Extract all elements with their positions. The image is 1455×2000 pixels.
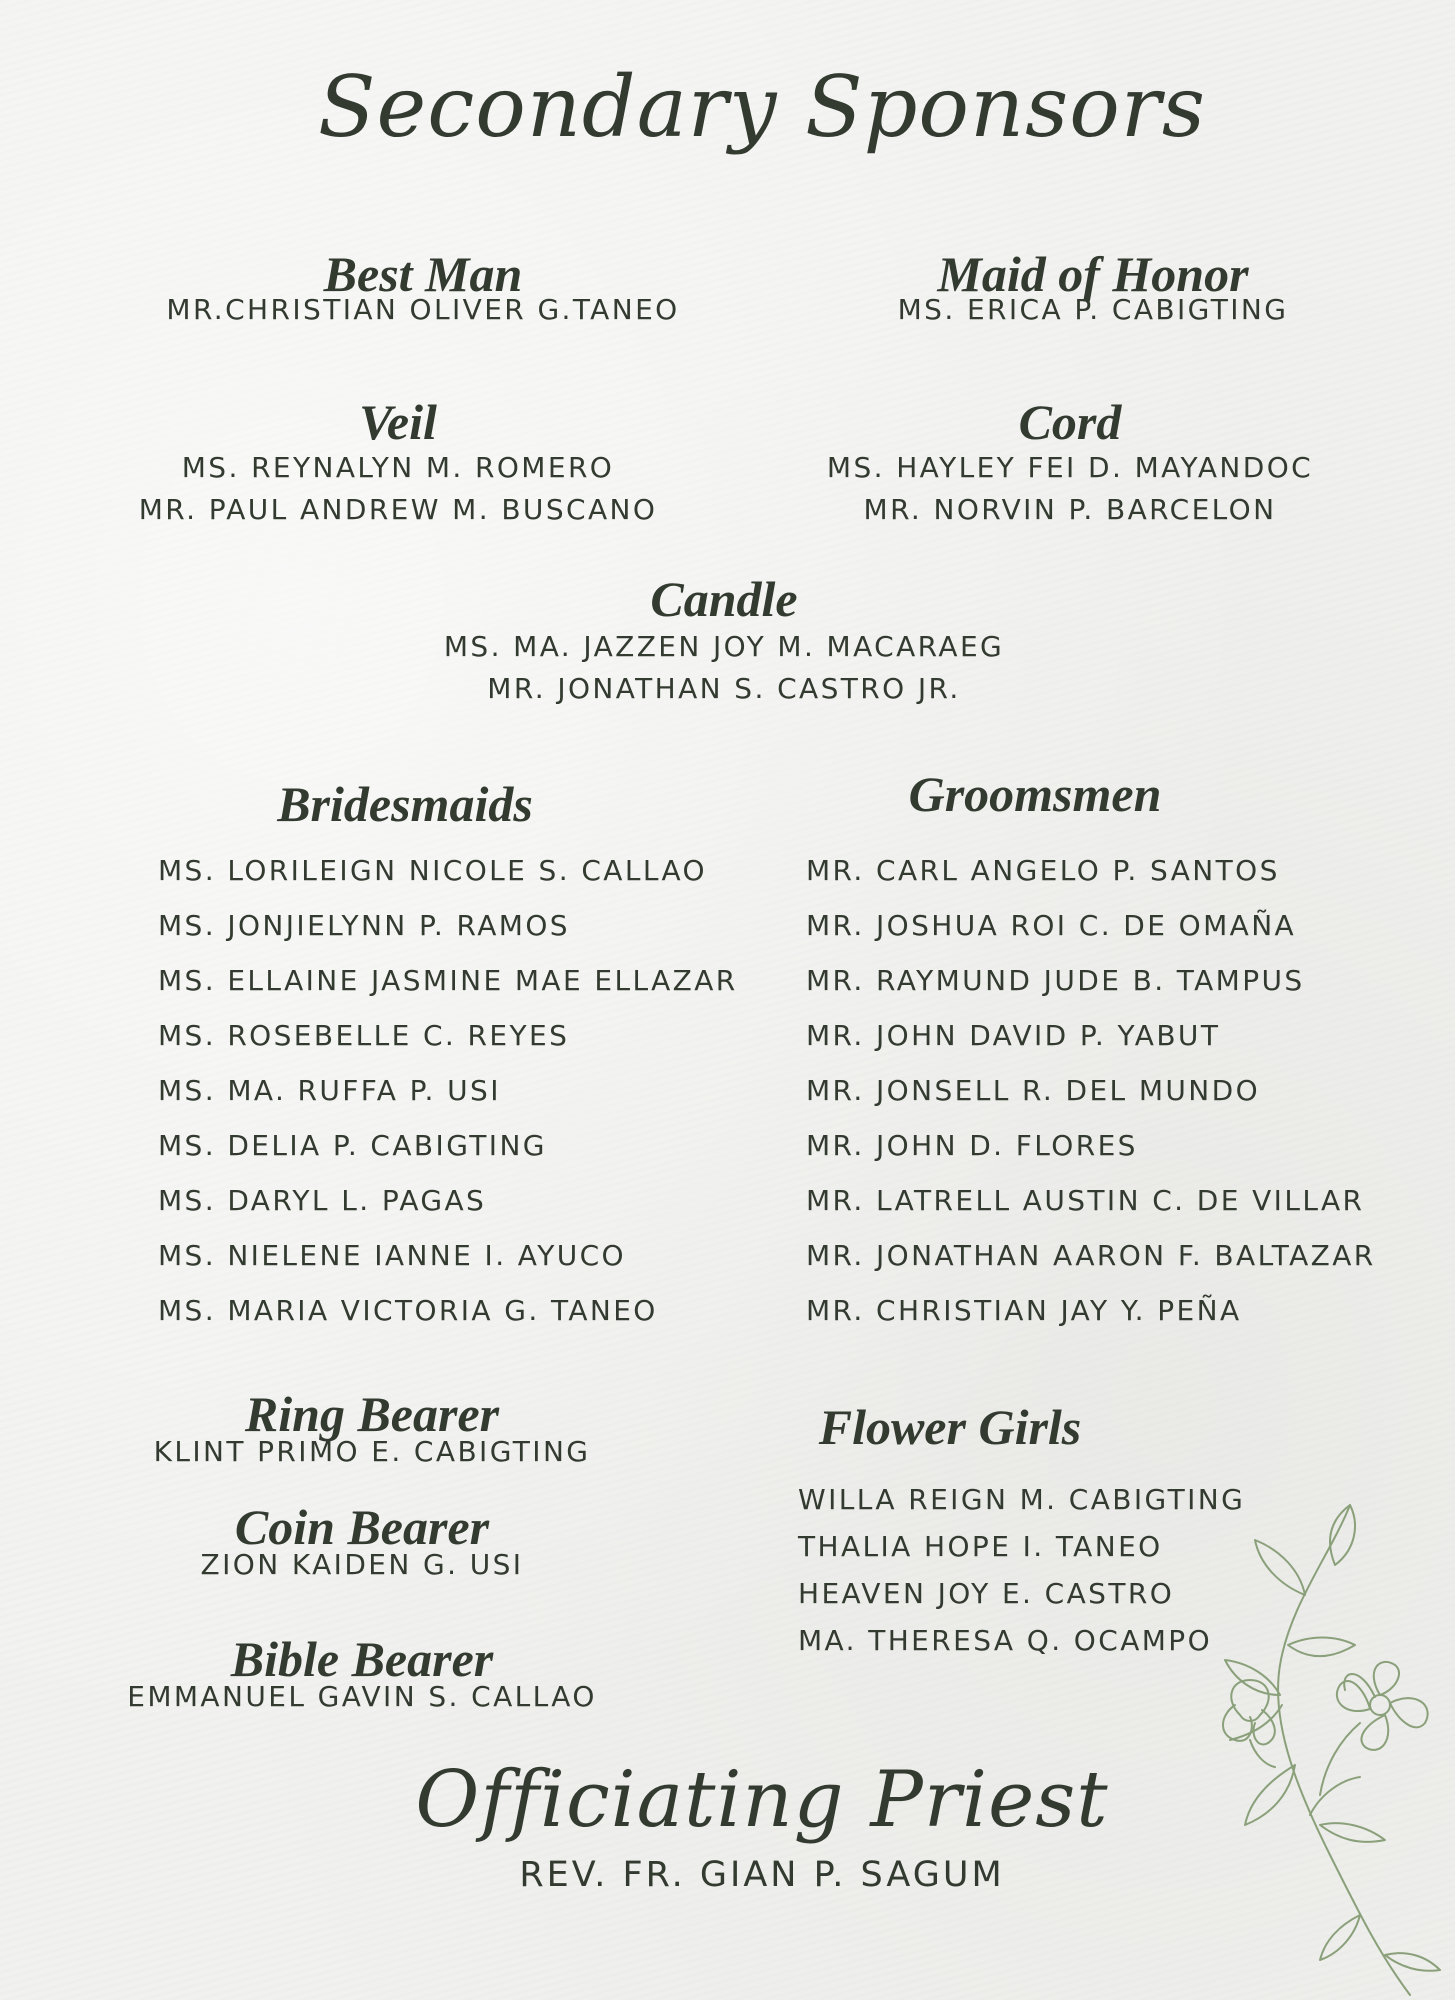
list-item: MR. JOHN D. FLORES	[806, 1129, 1138, 1162]
cord-section	[827, 393, 1313, 531]
list-item: MS. ROSEBELLE C. REYES	[158, 1019, 570, 1052]
best-man-section	[166, 245, 679, 326]
page-title: Secondary Sponsors	[317, 58, 1207, 156]
list-item: MS. DARYL L. PAGAS	[158, 1184, 487, 1217]
priest-heading: Officiating Priest	[415, 1755, 1109, 1845]
list-item: MS. NIELENE IANNE I. AYUCO	[158, 1239, 626, 1272]
candle-section	[444, 570, 1004, 710]
bible-bearer-name: EMMANUEL GAVIN S. CALLAO	[127, 1680, 597, 1713]
list-item: MR. JOSHUA ROI C. DE OMAÑA	[806, 909, 1297, 942]
bridesmaids-heading: Bridesmaids	[277, 776, 533, 832]
ring-bearer-heading: Ring Bearer	[244, 1386, 500, 1442]
bible-bearer-heading: Bible Bearer	[230, 1631, 494, 1687]
list-item: MR. CARL ANGELO P. SANTOS	[806, 854, 1280, 887]
list-item: MR. CHRISTIAN JAY Y. PEÑA	[806, 1294, 1242, 1327]
list-item: MS. ELLAINE JASMINE MAE ELLAZAR	[158, 964, 738, 997]
list-item: MS. LORILEIGN NICOLE S. CALLAO	[158, 854, 707, 887]
veil-section	[139, 393, 658, 531]
cord-name: MR. NORVIN P. BARCELON	[863, 493, 1277, 526]
list-item: MS. MARIA VICTORIA G. TANEO	[158, 1294, 658, 1327]
cord-heading: Cord	[1018, 394, 1122, 450]
groomsmen-heading: Groomsmen	[908, 766, 1162, 822]
list-item: MR. JOHN DAVID P. YABUT	[806, 1019, 1221, 1052]
groomsmen-list	[806, 843, 1376, 1338]
bible-bearer-section	[127, 1630, 597, 1713]
maid-of-honor-section	[898, 245, 1289, 326]
maid-of-honor-name: MS. ERICA P. CABIGTING	[897, 293, 1289, 326]
list-item: MR. JONSELL R. DEL MUNDO	[806, 1074, 1261, 1107]
maid-of-honor-heading: Maid of Honor	[937, 246, 1249, 302]
list-item: MR. LATRELL AUSTIN C. DE VILLAR	[806, 1184, 1365, 1217]
list-item: MR. RAYMUND JUDE B. TAMPUS	[806, 964, 1305, 997]
list-item: MS. MA. RUFFA P. USI	[158, 1074, 501, 1107]
best-man-name: MR.CHRISTIAN OLIVER G.TANEO	[166, 293, 680, 326]
coin-bearer-section	[201, 1498, 524, 1581]
list-item: MS. DELIA P. CABIGTING	[158, 1129, 547, 1162]
cord-name: MS. HAYLEY FEI D. MAYANDOC	[826, 451, 1314, 484]
bridesmaids-list	[158, 843, 738, 1338]
list-item: THALIA HOPE I. TANEO	[798, 1530, 1163, 1563]
coin-bearer-name: ZION KAIDEN G. USI	[200, 1548, 524, 1581]
list-item: MA. THERESA Q. OCAMPO	[798, 1624, 1213, 1657]
priest-section	[415, 1755, 1108, 1895]
priest-name: REV. FR. GIAN P. SAGUM	[519, 1855, 1005, 1895]
candle-name: MS. MA. JAZZEN JOY M. MACARAEG	[443, 630, 1005, 663]
candle-heading: Candle	[650, 571, 798, 627]
veil-heading: Veil	[359, 394, 437, 450]
floral-vine-icon	[1210, 1495, 1455, 2000]
candle-name: MR. JONATHAN S. CASTRO JR.	[487, 672, 961, 705]
list-item: MS. JONJIELYNN P. RAMOS	[158, 909, 570, 942]
flower-girls-heading: Flower Girls	[818, 1399, 1082, 1455]
flower-girls-list	[798, 1476, 1245, 1664]
list-item: HEAVEN JOY E. CASTRO	[798, 1577, 1175, 1610]
veil-name: MS. REYNALYN M. ROMERO	[181, 451, 615, 484]
list-item: WILLA REIGN M. CABIGTING	[798, 1483, 1246, 1516]
ring-bearer-name: KLINT PRIMO E. CABIGTING	[153, 1435, 591, 1468]
list-item: MR. JONATHAN AARON F. BALTAZAR	[806, 1239, 1376, 1272]
coin-bearer-heading: Coin Bearer	[234, 1499, 490, 1555]
best-man-heading: Best Man	[323, 246, 523, 302]
ring-bearer-section	[154, 1385, 591, 1468]
veil-name: MR. PAUL ANDREW M. BUSCANO	[138, 493, 658, 526]
